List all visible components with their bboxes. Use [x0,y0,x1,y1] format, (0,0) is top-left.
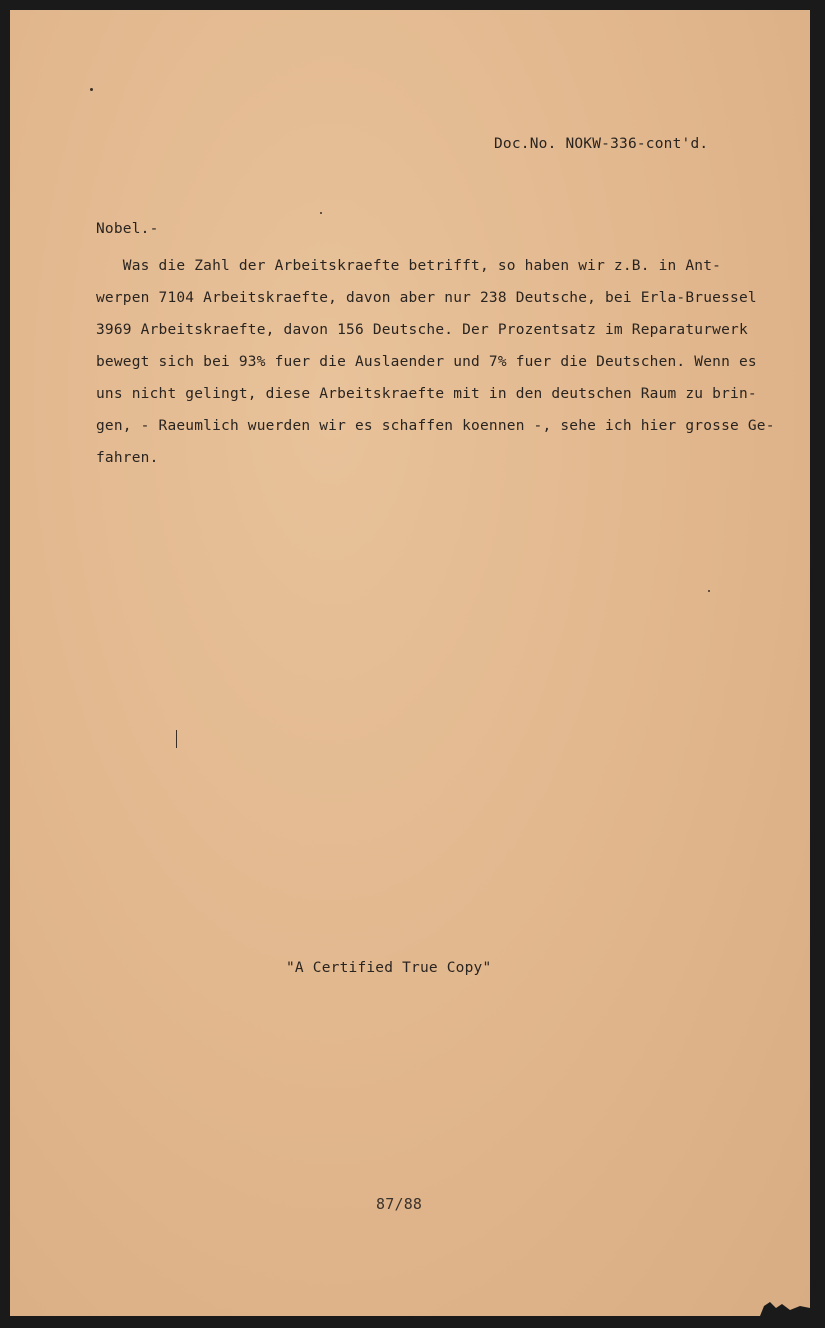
paper-speck [90,88,93,91]
document-number: Doc.No. NOKW-336-cont'd. [494,136,709,152]
body-line: gen, - Raeumlich wuerden wir es schaffen koennen -, sehe ich hier grosse Ge- [96,418,775,434]
body-line: uns nicht gelingt, diese Arbeitskraefte mit in den deutschen Raum zu brin- [96,386,757,402]
body-line: Was die Zahl der Arbeitskraefte betrifft, so haben wir z.B. in Ant- [96,258,722,274]
paper-mark [176,730,177,748]
paper-speck [708,590,710,592]
addressee: Nobel.- [96,221,159,237]
torn-corner [730,1294,810,1316]
document-page [10,10,810,1316]
page-number: 87/88 [376,1195,423,1213]
body-line: werpen 7104 Arbeitskraefte, davon aber nur 238 Deutsche, bei Erla-Bruessel [96,290,757,306]
body-line: fahren. [96,450,159,466]
body-line: bewegt sich bei 93% fuer die Auslaender und 7% fuer die Deutschen. Wenn es [96,354,757,370]
paper-speck [320,212,322,214]
body-line: 3969 Arbeitskraefte, davon 156 Deutsche. Der Prozentsatz im Reparaturwerk [96,322,748,338]
certification-note: "A Certified True Copy" [286,960,492,976]
